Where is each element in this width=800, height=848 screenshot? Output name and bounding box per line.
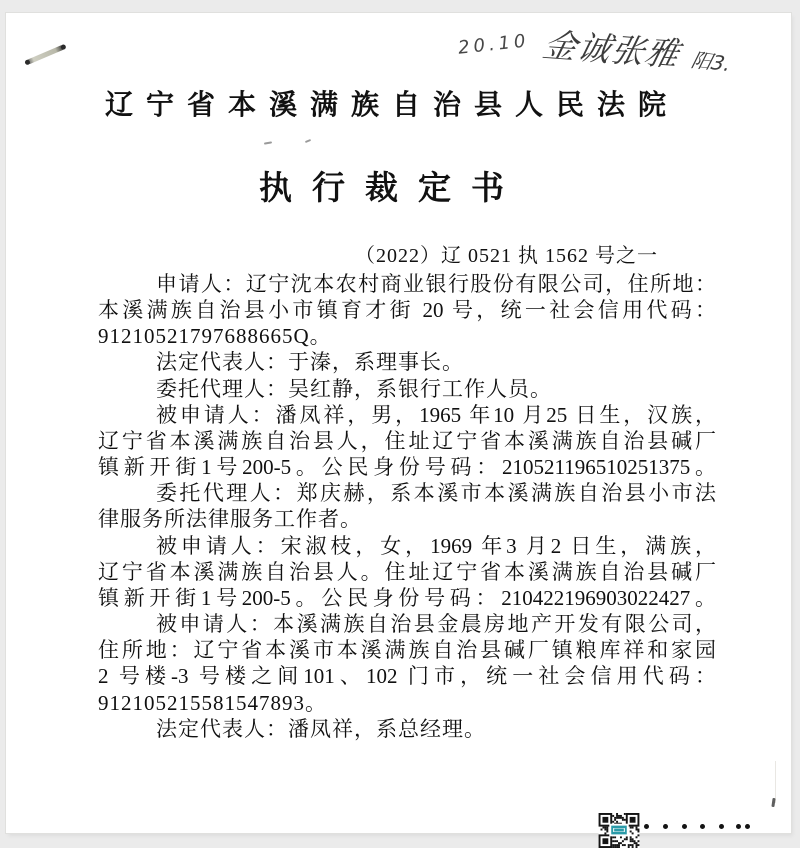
handwritten-note: 阳3. — [689, 47, 734, 77]
separator-dot — [700, 824, 705, 829]
separator-dot — [719, 824, 724, 829]
handwritten-signature: 金诚张雅 — [539, 25, 684, 74]
paper-crease-mark — [775, 761, 776, 803]
smudge-mark — [305, 139, 311, 143]
qr-code-icon — [598, 813, 640, 848]
document-line: 律服务所法律服务工作者。 — [98, 507, 362, 532]
document-line: 2 号楼-3 号楼之间101、102 门市，统一社会信用代码： — [98, 664, 716, 689]
document-title-heading: 执行裁定书 — [259, 171, 524, 207]
document-line: 镇新开街1号200-5。公民身份号码：210422196903022427。 — [98, 585, 716, 610]
document-line: 本溪满族自治县小市镇育才街 20 号，统一社会信用代码： — [98, 298, 716, 323]
document-line: 法定代表人：于溱，系理事长。 — [156, 350, 464, 375]
court-name-heading: 辽宁省本溪满族自治县人民法院 — [105, 90, 680, 121]
document-line: 委托代理人：吴红静，系银行工作人员。 — [156, 376, 552, 401]
smudge-mark — [264, 141, 272, 144]
document-body — [98, 271, 716, 742]
document-line: 镇新开街1号200-5。公民身份号码：210521196510251375。 — [98, 455, 716, 480]
document-line: 91210521797688665Q。 — [98, 324, 332, 349]
document-line: 委托代理人：郑庆赫，系本溪市本溪满族自治县小市法 — [156, 481, 716, 506]
document-line: 912105215581547893。 — [98, 690, 327, 715]
handwritten-date: 20.10 — [457, 30, 531, 59]
staple-mark-icon — [26, 45, 65, 65]
separator-dot — [736, 824, 741, 829]
page-edge-mark — [771, 798, 775, 807]
document-line: 被申请人：潘凤祥，男，1965 年10 月25 日生，汉族， — [156, 402, 716, 427]
separator-dot — [682, 824, 687, 829]
separator-dot — [644, 824, 649, 829]
document-line: 法定代表人：潘凤祥，系总经理。 — [156, 716, 486, 741]
separator-dot — [745, 824, 750, 829]
document-line: 辽宁省本溪满族自治县人。住址辽宁省本溪满族自治县碱厂 — [98, 559, 716, 584]
separator-dot — [663, 824, 668, 829]
document-line: 辽宁省本溪满族自治县人，住址辽宁省本溪满族自治县碱厂 — [98, 428, 716, 453]
document-line: 被申请人：宋淑枝，女，1969 年3 月2 日生，满族， — [156, 533, 716, 558]
case-number: （2022）辽 0521 执 1562 号之一 — [355, 245, 658, 267]
document-line: 住所地：辽宁省本溪市本溪满族自治县碱厂镇粮库祥和家园 — [98, 638, 716, 663]
document-line: 申请人：辽宁沈本农村商业银行股份有限公司，住所地： — [156, 272, 716, 296]
scanned-page — [6, 13, 791, 833]
document-line: 被申请人：本溪满族自治县金晨房地产开发有限公司， — [156, 612, 716, 637]
